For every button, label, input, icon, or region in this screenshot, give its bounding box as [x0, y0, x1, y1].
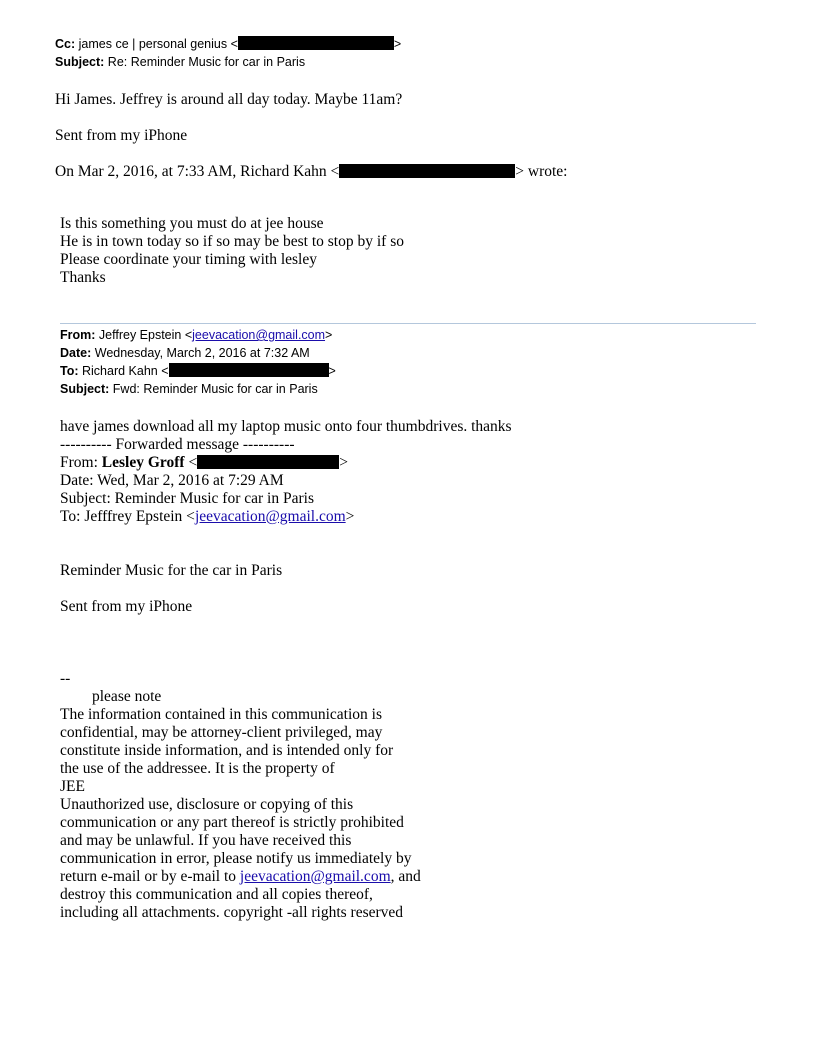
header-divider — [60, 323, 756, 324]
original-to-start: To: Jefffrey Epstein < — [60, 508, 195, 525]
forward-header — [60, 326, 336, 398]
forward-from-email-link[interactable]: jeevacation@gmail.com — [192, 328, 326, 342]
disclaimer-line: the use of the addressee. It is the property of — [60, 760, 335, 777]
forward-to-value: Richard Kahn < — [82, 364, 169, 378]
quoted-line: Is this something you must do at jee house — [60, 215, 324, 232]
original-from-line — [60, 454, 512, 472]
disclaimer-line: and may be unlawful. If you have received this — [60, 832, 352, 849]
disclaimer — [60, 670, 421, 922]
redaction-block — [238, 36, 394, 50]
disclaimer-email-link[interactable]: jeevacation@gmail.com — [239, 868, 391, 885]
cc-line — [55, 35, 401, 53]
original-date-line: Date: Wed, Mar 2, 2016 at 7:29 AM — [60, 472, 284, 489]
forward-subject-value: Fwd: Reminder Music for car in Paris — [112, 382, 318, 396]
disclaimer-email-line — [60, 868, 421, 886]
disclaimer-line: constitute inside information, and is intended only for — [60, 742, 394, 759]
forward-from-end: > — [325, 328, 333, 342]
cc-end: > — [393, 37, 402, 51]
quote-intro-end: > wrote: — [515, 163, 568, 180]
disclaimer-line: The information contained in this communication is — [60, 706, 382, 723]
original-from-lt: < — [184, 454, 198, 471]
quoted-line: Please coordinate your timing with lesley — [60, 251, 317, 268]
redaction-block — [197, 455, 339, 469]
disclaimer-line: communication or any part thereof is strictly prohibited — [60, 814, 404, 831]
forward-to-label: To: — [60, 364, 79, 378]
quote-intro — [55, 163, 567, 181]
original-subject-line: Subject: Reminder Music for car in Paris — [60, 490, 314, 507]
forward-body — [60, 418, 512, 616]
forward-subject-line — [60, 380, 336, 398]
quote-intro-start: On Mar 2, 2016, at 7:33 AM, Richard Kahn < — [55, 163, 340, 180]
disclaimer-email-start: return e-mail or by e-mail to — [60, 868, 240, 885]
disclaimer-line: confidential, may be attorney-client privileged, may — [60, 724, 383, 741]
forward-date-value: Wednesday, March 2, 2016 at 7:32 AM — [94, 346, 310, 360]
subject-line — [55, 53, 305, 71]
forward-instruction: have james download all my laptop music onto four thumbdrives. thanks — [60, 418, 512, 435]
forward-subject-label: Subject: — [60, 382, 110, 396]
subject-label: Subject: — [55, 55, 105, 69]
original-from-end: > — [339, 454, 348, 471]
original-to-email-link[interactable]: jeevacation@gmail.com — [194, 508, 346, 525]
quoted-line: Thanks — [60, 269, 106, 286]
disclaimer-line: including all attachments. copyright -all rights reserved — [60, 904, 404, 921]
disclaimer-line: Unauthorized use, disclosure or copying of this — [60, 796, 354, 813]
original-from-name: Lesley Groff — [101, 454, 185, 471]
original-to-end: > — [345, 508, 355, 525]
original-message: Reminder Music for the car in Paris — [60, 562, 283, 579]
quoted-message — [60, 215, 404, 287]
disclaimer-line: destroy this communication and all copies thereof, — [60, 886, 373, 903]
forward-to-line — [60, 362, 336, 380]
cc-value: james ce | personal genius < — [78, 37, 238, 51]
forward-separator: ---------- Forwarded message ---------- — [60, 436, 295, 453]
disclaimer-note: please note — [92, 688, 162, 705]
redaction-block — [169, 363, 329, 377]
redaction-block — [339, 164, 515, 178]
reply-signature: Sent from my iPhone — [55, 127, 188, 144]
forward-from-line — [60, 326, 336, 344]
reply-body: Hi James. Jeffrey is around all day today. Maybe 11am? — [55, 91, 403, 108]
original-from-label: From: — [60, 454, 102, 471]
original-signature: Sent from my iPhone — [60, 598, 193, 615]
forward-to-end: > — [328, 364, 336, 378]
disclaimer-line: JEE — [60, 778, 85, 795]
forward-from-value: Jeffrey Epstein < — [98, 328, 193, 342]
disclaimer-line: communication in error, please notify us immediately by — [60, 850, 412, 867]
forward-date-label: Date: — [60, 346, 92, 360]
disclaimer-email-end: , and — [390, 868, 421, 885]
disclaimer-dashes: -- — [60, 670, 71, 687]
original-to-line — [60, 508, 512, 526]
cc-label: Cc: — [55, 37, 76, 51]
quoted-line: He is in town today so if so may be best to stop by if so — [60, 233, 404, 250]
subject-value: Re: Reminder Music for car in Paris — [107, 55, 306, 69]
forward-date-line — [60, 344, 336, 362]
forward-from-label: From: — [60, 328, 96, 342]
